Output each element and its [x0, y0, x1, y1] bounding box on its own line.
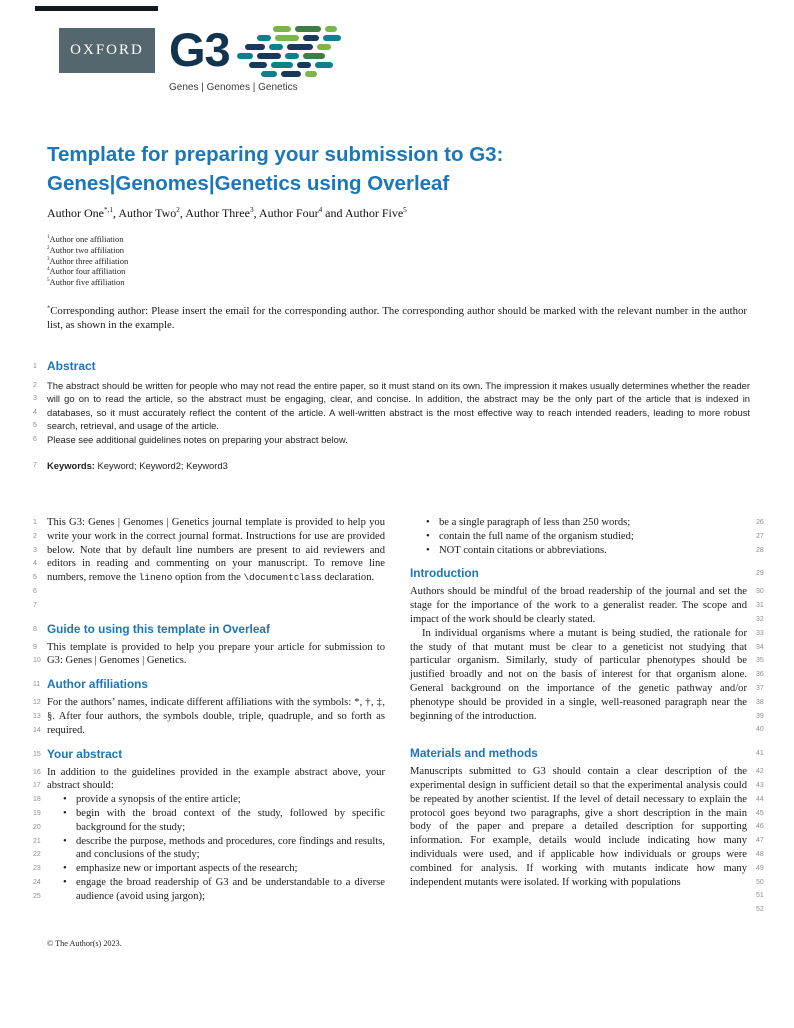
affiliation-item: $^2$Author two affiliation: [47, 244, 124, 255]
line-number: 14: [33, 726, 41, 734]
right-column: [410, 516, 774, 917]
line-number-gutter: [33, 696, 47, 737]
line-number: 12: [33, 699, 41, 707]
paragraph: 6 Please see additional guidelines notes on preparing your abstract below.: [33, 433, 348, 445]
line-number: 43: [756, 781, 764, 789]
title-line-2: Genes|Genomes|Genetics using Overleaf: [47, 172, 450, 195]
bullet-icon: •: [426, 517, 430, 528]
line-number-gutter: [33, 459, 47, 472]
line-number: 7: [33, 601, 37, 609]
bullet-item: [410, 516, 774, 530]
line-number-gutter: [33, 677, 47, 692]
paragraph: In individual organisms where a mutant is being studied, the rationale for the study of that mutant must be clear to a geneticist not studying that particular organism. Similarly, study of particular phenotypes should be justified broadly and not on the basis of interest for that organism alone. General background on the importance of the genetic pathway and/or phenotype should be provided in a single, well-reasoned paragraph near the beginning of the introduction. 33 34 35 36 37 38 39 40: [410, 627, 774, 737]
line-number: 2: [33, 382, 37, 389]
keywords-label: Keywords:: [47, 460, 95, 472]
line-number-gutter: [33, 807, 47, 835]
line-number: 42: [756, 768, 764, 776]
abstract-section: [33, 359, 750, 472]
line-number-gutter: [33, 516, 47, 613]
line-number: 3: [33, 395, 37, 403]
bullet-item: [33, 862, 385, 876]
left-column: [33, 516, 385, 904]
line-number: 40: [756, 726, 764, 734]
line-number: 36: [756, 671, 764, 679]
bullet-icon: •: [426, 544, 430, 556]
line-number-gutter: [747, 746, 774, 761]
line-number-gutter: [747, 530, 774, 544]
bullet-text: begin with the broad context of the study, followed by specific background for the study;: [76, 807, 385, 833]
affiliation-item: $^5$Author five affiliation: [47, 277, 125, 288]
line-number-gutter: [33, 433, 47, 446]
line-number: 28: [756, 546, 764, 554]
line-number: 16: [33, 768, 41, 776]
bullet-text: provide a synopsis of the entire article;: [76, 794, 241, 806]
section-heading: 15 Your abstract: [33, 746, 123, 761]
bullet-item: [33, 807, 385, 835]
author-line: Author One$^{*,1}$, Author Two$^2$, Author Three$^3$, Author Four$^4$ and Author Five$^5$: [47, 206, 407, 220]
line-number: 47: [756, 837, 764, 845]
line-number: 33: [756, 629, 764, 637]
line-number: 7: [33, 462, 37, 470]
paragraph: 2 3 4 5 The abstract should be written for people who may not read the entire paper, so it must stand on its own. The impression it makes usually determines whether the reader will go on to read the article, so the abstract must be engaging, clear, and concise. In addition, the abstract may be the only part of the article that is indexed in databases, so it must accurately reflect the content of the article. A well-written abstract is the most effective way to reach intended readers, leading to more robust search, retrieval, and usage of the article.: [33, 380, 750, 432]
affiliation-item: $^4$Author four affiliation: [47, 266, 126, 277]
title-line-1: Template for preparing your submission to G3:: [47, 143, 504, 166]
line-number: 5: [33, 574, 37, 582]
line-number: 37: [756, 684, 764, 692]
line-number-gutter: [33, 835, 47, 863]
line-number-gutter: [747, 585, 774, 626]
bullet-item: [410, 530, 774, 544]
page-title: [47, 140, 707, 198]
g3-tagline: Genes | Genomes | Genetics: [169, 82, 298, 93]
line-number: 21: [33, 837, 41, 845]
line-number-gutter: [33, 862, 47, 876]
line-number: 19: [33, 809, 41, 817]
line-number-gutter: [33, 793, 47, 807]
affiliations-list: [47, 234, 128, 288]
paragraph: 1 2 3 4 5 6 7 This G3: Genes | Genomes | Genetics journal template is provided to help you write your work in the correct journal format. Instructions for use are provided below. Note that by default line numbers are present to aid reviewers and editors in reading and commenting on your manuscript. To remove line numbers, remove the lineno option from the \documentclass declaration.: [33, 516, 385, 613]
bullet-item: [33, 876, 385, 904]
bullet-text: contain the full name of the organism studied;: [439, 530, 634, 542]
line-number: 45: [756, 809, 764, 817]
line-number-gutter: [747, 566, 774, 581]
line-number: 38: [756, 698, 764, 706]
oxford-logo-text: OXFORD: [70, 42, 144, 58]
footer-copyright: © The Author(s) 2023.: [47, 939, 122, 948]
line-number: 9: [33, 643, 37, 651]
line-number: 1: [33, 363, 37, 370]
affiliation-item: $^3$Author three affiliation: [47, 255, 129, 266]
line-number: 1: [33, 519, 37, 526]
line-number-gutter: [33, 766, 47, 794]
line-number: 39: [756, 712, 764, 720]
bullet-icon: •: [63, 835, 67, 847]
line-number: 32: [756, 615, 764, 623]
line-number: 30: [756, 588, 764, 596]
bullet-text: emphasize new or important aspects of the research;: [76, 863, 298, 875]
line-number: 35: [756, 657, 764, 665]
paragraph: 16 17 In addition to the guidelines provided in the example abstract above, your abstract should:: [33, 766, 385, 792]
keywords-line: 7 Keywords: Keyword; Keyword2; Keyword3: [33, 460, 228, 472]
paragraph: Manuscripts submitted to G3 should contain a clear description of the experimental design in sufficient detail so that the experimental analysis could be repeated by another scientist. If the level of detail necessary to explain the protocol goes beyond two paragraphs, give a short description in the main body of the paper and prepare a detailed description for supporting information. For example, details would include indicating how many individuals were used, and if applicable how individuals or groups were combined for analysis. If working with mutants indicate how many independent mutants were isolated. If working with populations 42 43 44 45 46 47 48 49 50 51 52: [410, 765, 774, 917]
line-number-gutter: [33, 379, 47, 433]
line-number: 48: [756, 850, 764, 858]
line-number-gutter: [33, 747, 47, 762]
line-number: 31: [756, 602, 764, 610]
bullet-icon: •: [63, 863, 67, 875]
line-number: 2: [33, 532, 37, 540]
line-number: 13: [33, 712, 41, 720]
line-number: 26: [756, 519, 764, 526]
line-number: 51: [756, 892, 764, 900]
line-number: 18: [33, 796, 41, 804]
section-heading: 1 Abstract: [33, 359, 96, 373]
line-number: 4: [33, 560, 37, 568]
line-number-gutter: [747, 765, 774, 917]
g3-logo-art-icon: [227, 26, 345, 80]
line-number: 49: [756, 864, 764, 872]
bullet-icon: •: [63, 807, 67, 819]
bullet-icon: •: [63, 794, 67, 806]
line-number: 23: [33, 865, 41, 873]
bullet-item: [33, 793, 385, 807]
g3-logo-text: G3: [169, 23, 230, 76]
section-heading: 11 Author affiliations: [33, 677, 148, 692]
line-number: 34: [756, 643, 764, 651]
line-number: 5: [33, 422, 37, 430]
bullet-icon: •: [63, 876, 67, 888]
line-number: 27: [756, 532, 764, 540]
section-heading: 8 Guide to using this template in Overleaf: [33, 621, 270, 636]
line-number: 25: [33, 892, 41, 900]
bullet-item: [410, 544, 774, 558]
line-number: 46: [756, 823, 764, 831]
paragraph: 12 13 14 For the authors’ names, indicate different affiliations with the symbols: *, †, ‡, §. After four authors, the symbols double, triple, quadruple, and so forth as required.: [33, 697, 385, 736]
line-number: 41: [756, 750, 764, 758]
bullet-text: NOT contain citations or abbreviations.: [439, 544, 607, 556]
line-number: 6: [33, 435, 37, 443]
line-number-gutter: [33, 622, 47, 637]
affiliation-item: $^1$Author one affiliation: [47, 234, 124, 244]
line-number: 15: [33, 750, 41, 758]
correspondence-note: *Corresponding author: Please insert the email for the corresponding author. The corresponding author should be marked with the relevant number in the author list, as shown in the example.: [47, 304, 747, 331]
line-number: 52: [756, 906, 764, 914]
line-number-gutter: [747, 516, 774, 530]
bullet-icon: •: [426, 530, 430, 542]
line-number: 29: [756, 570, 764, 578]
line-number: 4: [33, 408, 37, 416]
line-number: 11: [33, 681, 41, 689]
line-number: 22: [33, 851, 41, 859]
bullet-item: [33, 835, 385, 863]
line-number-gutter: [747, 544, 774, 558]
line-number: 50: [756, 878, 764, 886]
line-number-gutter: [747, 627, 774, 737]
bullet-text: engage the broad readership of G3 and be understandable to a diverse audience (avoid using jargon);: [76, 876, 385, 902]
line-number: 17: [33, 782, 41, 790]
section-heading: Introduction 29: [410, 566, 774, 581]
section-heading: Materials and methods 41: [410, 746, 774, 761]
line-number-gutter: [33, 359, 47, 374]
paragraph: 9 10 This template is provided to help you prepare your article for submission to G3: Genes | Genomes | Genetics.: [33, 641, 385, 667]
line-number-gutter: [33, 641, 47, 669]
line-number: 3: [33, 546, 37, 554]
line-number: 24: [33, 878, 41, 886]
bullet-text: be a single paragraph of less than 250 words;: [439, 517, 631, 528]
line-number: 6: [33, 587, 37, 595]
header-rule: [35, 6, 158, 11]
g3-logo: [169, 22, 429, 93]
line-number: 8: [33, 625, 37, 633]
line-number: 20: [33, 823, 41, 831]
oxford-logo: [59, 28, 155, 73]
bullet-text: describe the purpose, methods and procedures, core findings and results, and conclusions of the study;: [76, 835, 385, 861]
line-number: 44: [756, 795, 764, 803]
line-number: 10: [33, 657, 41, 665]
paragraph: Authors should be mindful of the broad readership of the journal and set the stage for the importance of the work to a generalist reader. The scope and impact of the work should be clearly stated. 30 31 32: [410, 585, 774, 626]
line-number-gutter: [33, 876, 47, 904]
